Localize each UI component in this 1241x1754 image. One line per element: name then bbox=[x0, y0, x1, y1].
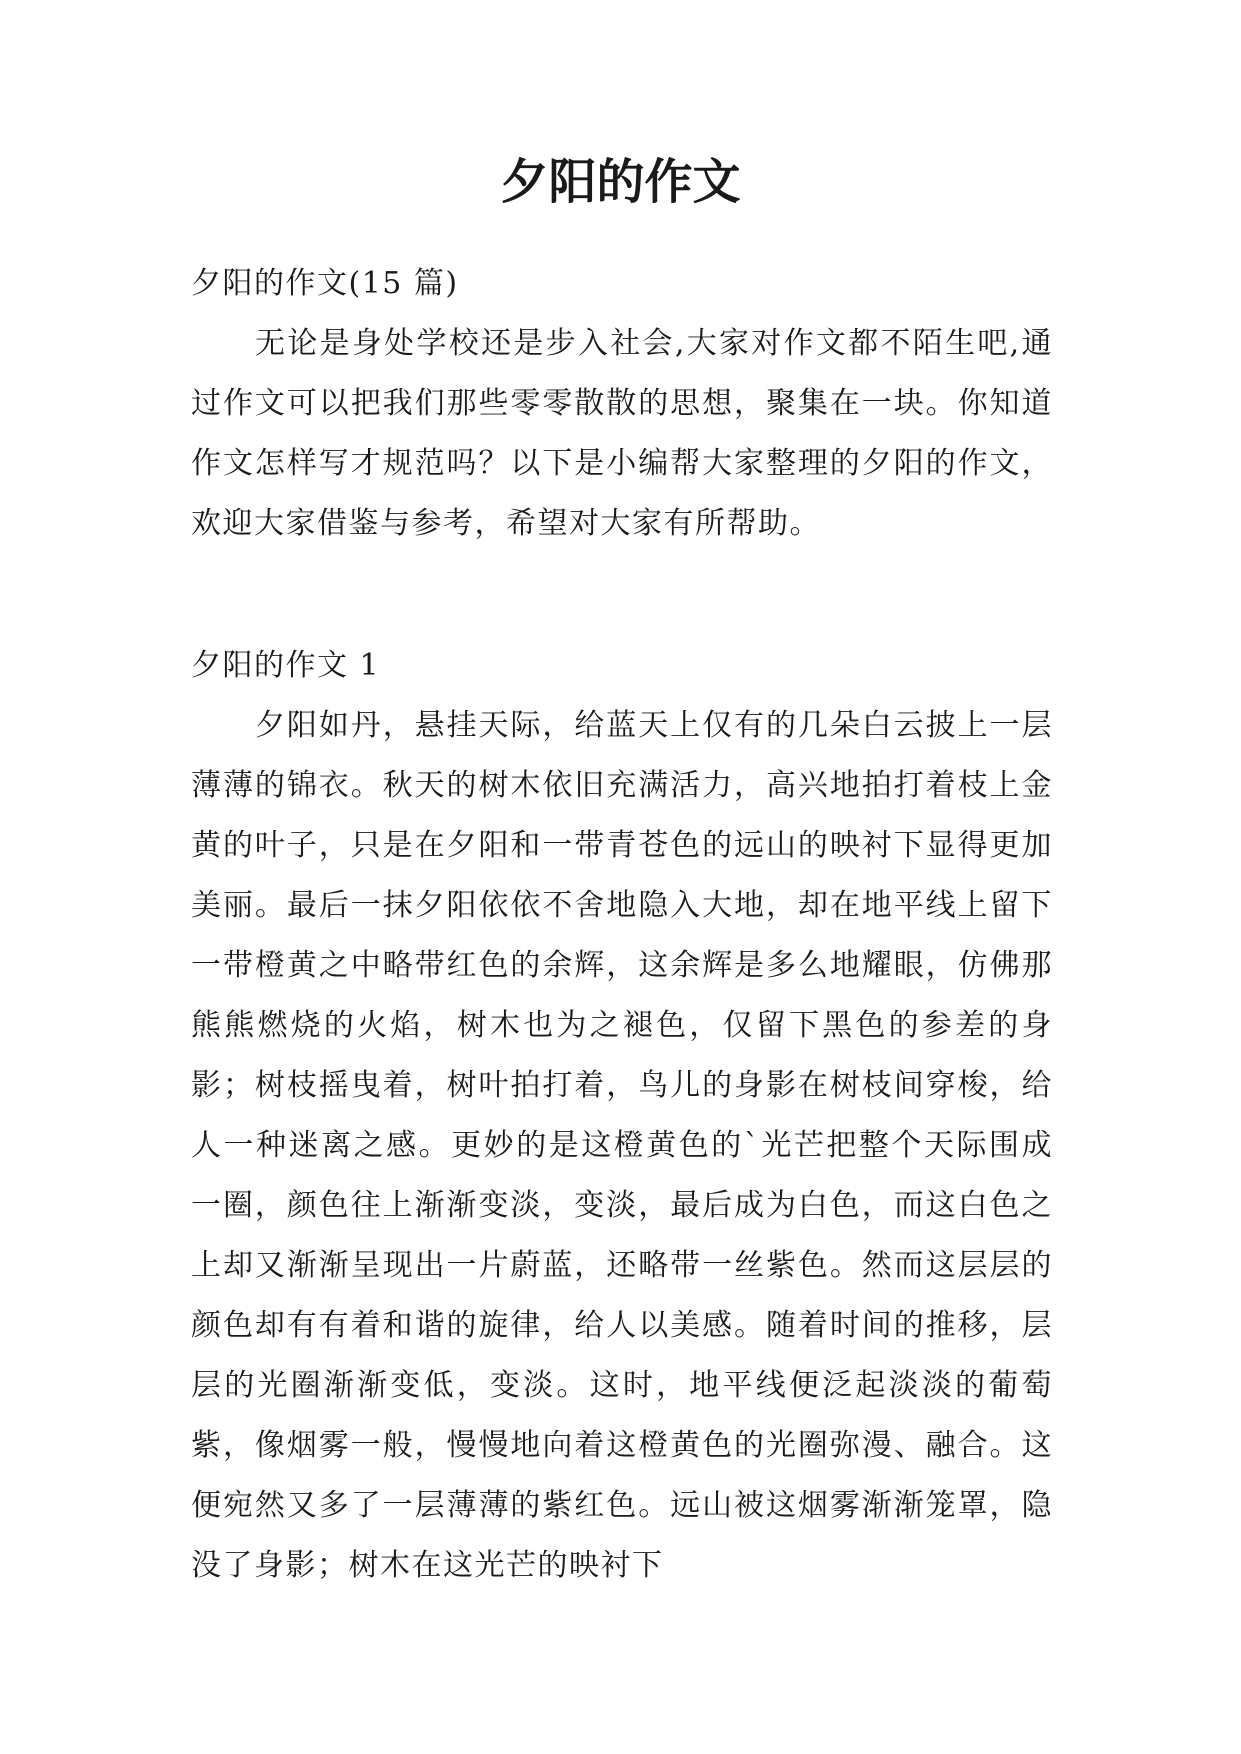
intro-section bbox=[191, 254, 1053, 554]
intro-heading: 夕阳的作文(15 篇) bbox=[191, 266, 459, 301]
document-title: 夕阳的作文 bbox=[500, 154, 741, 210]
essay-1-paragraph: 夕阳如丹，悬挂天际，给蓝天上仅有的几朵白云披上一层薄薄的锦衣。秋天的树木依旧充满活力，高兴地拍打着枝上金黄的叶子，只是在夕阳和一带青苍色的远山的映衬下显得更加美丽。最后一抹夕阳依依不舍地隐入大地，却在地平线上留下一带橙黄之中略带红色的余辉，这余辉是多么地耀眼，仿佛那熊熊燃烧的火焰，树木也为之褪色，仅留下黑色的参差的身影；树枝摇曳着，树叶拍打着，鸟儿的身影在树枝间穿梭，给人一种迷离之感。更妙的是这橙黄色的`光芒把整个天际围成一圈，颜色往上渐渐变淡，变淡，最后成为白色，而这白色之上却又渐渐呈现出一片蔚蓝，还略带一丝紫色。然而这层层的颜色却有有着和谐的旋律，给人以美感。随着时间的推移，层层的光圈渐渐变低，变淡。这时，地平线便泛起淡淡的葡萄紫，像烟雾一般，慢慢地向着这橙黄色的光圈弥漫、融合。这便宛然又多了一层薄薄的紫红色。远山被这烟雾渐渐笼罩，隐没了身影；树木在这光芒的映衬下 bbox=[191, 708, 1053, 1583]
essay-1-section bbox=[191, 636, 1053, 1596]
intro-paragraph: 无论是身处学校还是步入社会,大家对作文都不陌生吧,通过作文可以把我们那些零零散散的思想，聚集在一块。你知道作文怎样写才规范吗？以下是小编帮大家整理的夕阳的作文，欢迎大家借鉴与参考，希望对大家有所帮助。 bbox=[191, 326, 1053, 541]
essay-1-heading: 夕阳的作文 1 bbox=[191, 648, 381, 683]
